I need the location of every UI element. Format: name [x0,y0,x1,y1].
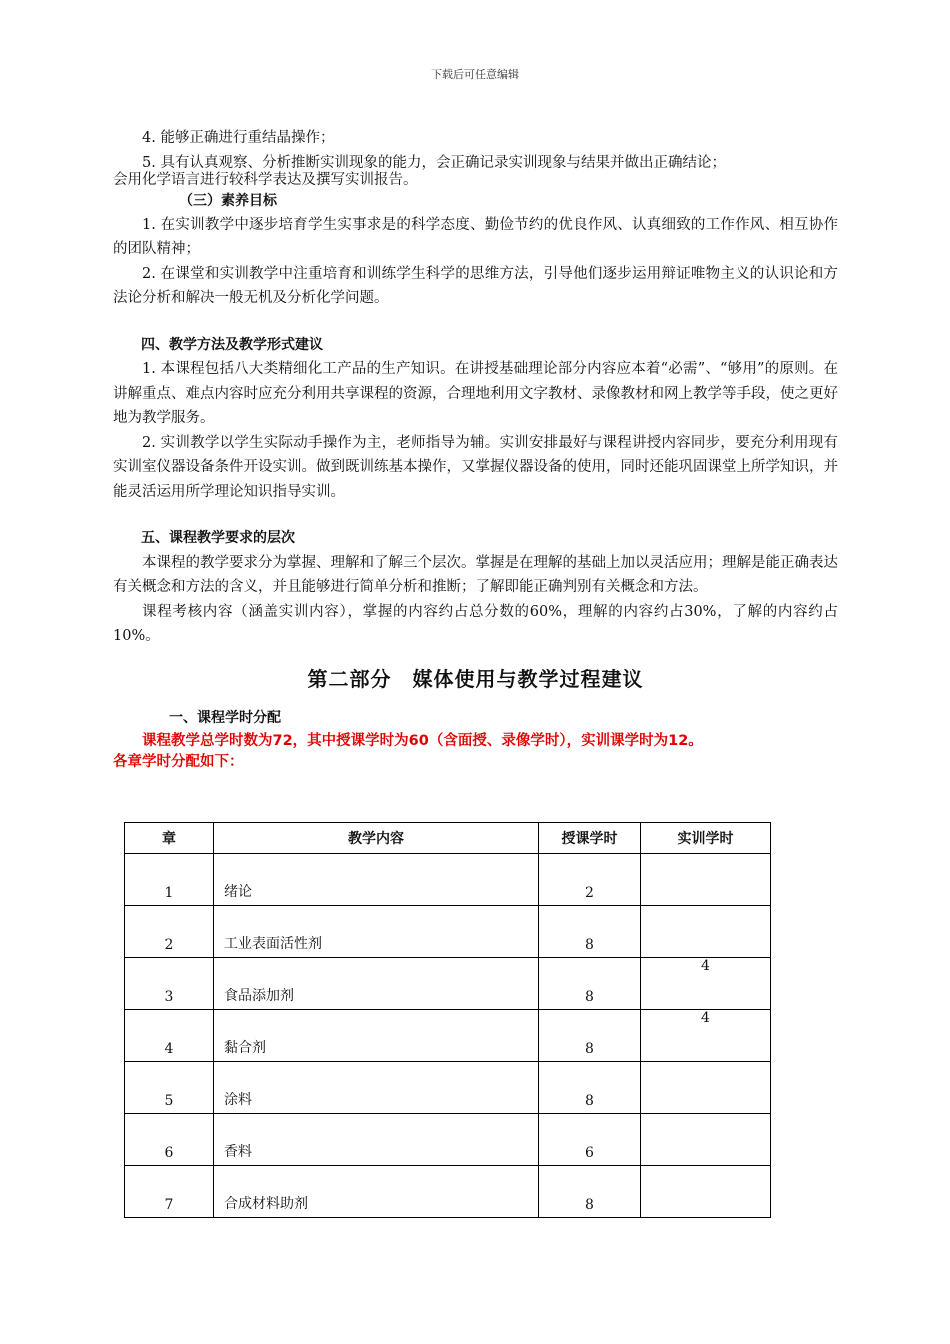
chapter-content: 绪论 [214,854,539,906]
table-row [125,1166,771,1218]
hours-table [124,822,771,1218]
lab-hours [641,906,771,958]
header-content: 教学内容 [214,823,539,854]
goal-item-5-continued: 会用化学语言进行较科学表达及撰写实训报告。 [113,171,418,188]
chapter-content: 工业表面活性剂 [214,906,539,958]
lab-hours [641,1166,771,1218]
teaching-methods-p2: 2. 实训教学以学生实际动手操作为主，老师指导为辅。实训安排最好与课程讲授内容同步，要充分利用现有实训室仪器设备条件开设实训。做到既训练基本操作，又掌握仪器设备的使用，同时还能巩固课堂上所学知识，并能灵活运用所学理论知识指导实训。 [113,434,838,500]
page-header-note: 下载后可任意编辑 [431,68,519,81]
lab-hours [641,1114,771,1166]
chapter-number: 1 [125,854,214,906]
lecture-hours: 2 [539,854,641,906]
lab-hours [641,1062,771,1114]
lab-hours [641,854,771,906]
lecture-hours: 8 [539,1010,641,1062]
lab-hours: 4 [641,958,771,1010]
table-header-row [125,823,771,854]
table-row [125,1114,771,1166]
header-chapter: 章 [125,823,214,854]
header-lecture-hours: 授课学时 [539,823,641,854]
hours-allocation-heading: 一、课程学时分配 [169,710,281,726]
table-row [125,1010,771,1062]
literacy-goal-1: 1. 在实训教学中逐步培育学生实事求是的科学态度、勤俭节约的优良作风、认真细致的工作作风、相互协作的团队精神； [113,216,838,257]
header-lab-hours: 实训学时 [641,823,771,854]
table-row [125,1062,771,1114]
part-two-title: 第二部分 媒体使用与教学过程建议 [307,666,644,691]
lecture-hours: 8 [539,1062,641,1114]
chapter-content: 合成材料助剂 [214,1166,539,1218]
teaching-methods-heading: 四、教学方法及教学形式建议 [141,336,323,353]
chapter-content: 黏合剂 [214,1010,539,1062]
literacy-goal-2: 2. 在课堂和实训教学中注重培育和训练学生科学的思维方法，引导他们逐步运用辩证唯物主义的认识论和方法论分析和解决一般无机及分析化学问题。 [113,265,838,306]
document-body [113,126,838,773]
requirement-levels-p2: 课程考核内容（涵盖实训内容），掌握的内容约占总分数的60%，理解的内容约占30%，了解的内容约占10%。 [113,603,838,644]
table-row [125,854,771,906]
lecture-hours: 8 [539,906,641,958]
chapter-number: 6 [125,1114,214,1166]
requirement-levels-heading: 五、课程教学要求的层次 [141,530,295,546]
chapter-number: 5 [125,1062,214,1114]
goal-item-5: 5. 具有认真观察、分析推断实训现象的能力，会正确记录实训现象与结果并做出正确结论； [142,154,726,171]
chapter-content: 香料 [214,1114,539,1166]
total-hours-note: 课程教学总学时数为72，其中授课学时为60（含面授、录像学时），实训课学时为12。 [142,733,703,749]
chapter-content: 食品添加剂 [214,958,539,1010]
lab-hours: 4 [641,1010,771,1062]
lecture-hours: 8 [539,958,641,1010]
chapter-hours-intro: 各章学时分配如下： [113,754,244,770]
literacy-goals-heading: （三）素养目标 [179,192,277,209]
requirement-levels-p1: 本课程的教学要求分为掌握、理解和了解三个层次。掌握是在理解的基础上加以灵活应用；理解是能正确表达有关概念和方法的含义，并且能够进行简单分析和推断；了解即能正确判别有关概念和方法。 [113,554,838,595]
table-row [125,958,771,1010]
chapter-content: 涂料 [214,1062,539,1114]
teaching-methods-p1: 1. 本课程包括八大类精细化工产品的生产知识。在讲授基础理论部分内容应本着“必需”、“够用”的原则。在讲解重点、难点内容时应充分利用共享课程的资源，合理地利用文字教材、录像教材和网上教学等手段，使之更好地为教学服务。 [113,361,838,426]
chapter-number: 3 [125,958,214,1010]
chapter-number: 4 [125,1010,214,1062]
lecture-hours: 6 [539,1114,641,1166]
chapter-number: 2 [125,906,214,958]
lecture-hours: 8 [539,1166,641,1218]
table-row [125,906,771,958]
chapter-number: 7 [125,1166,214,1218]
goal-item-4: 4. 能够正确进行重结晶操作； [142,130,335,146]
